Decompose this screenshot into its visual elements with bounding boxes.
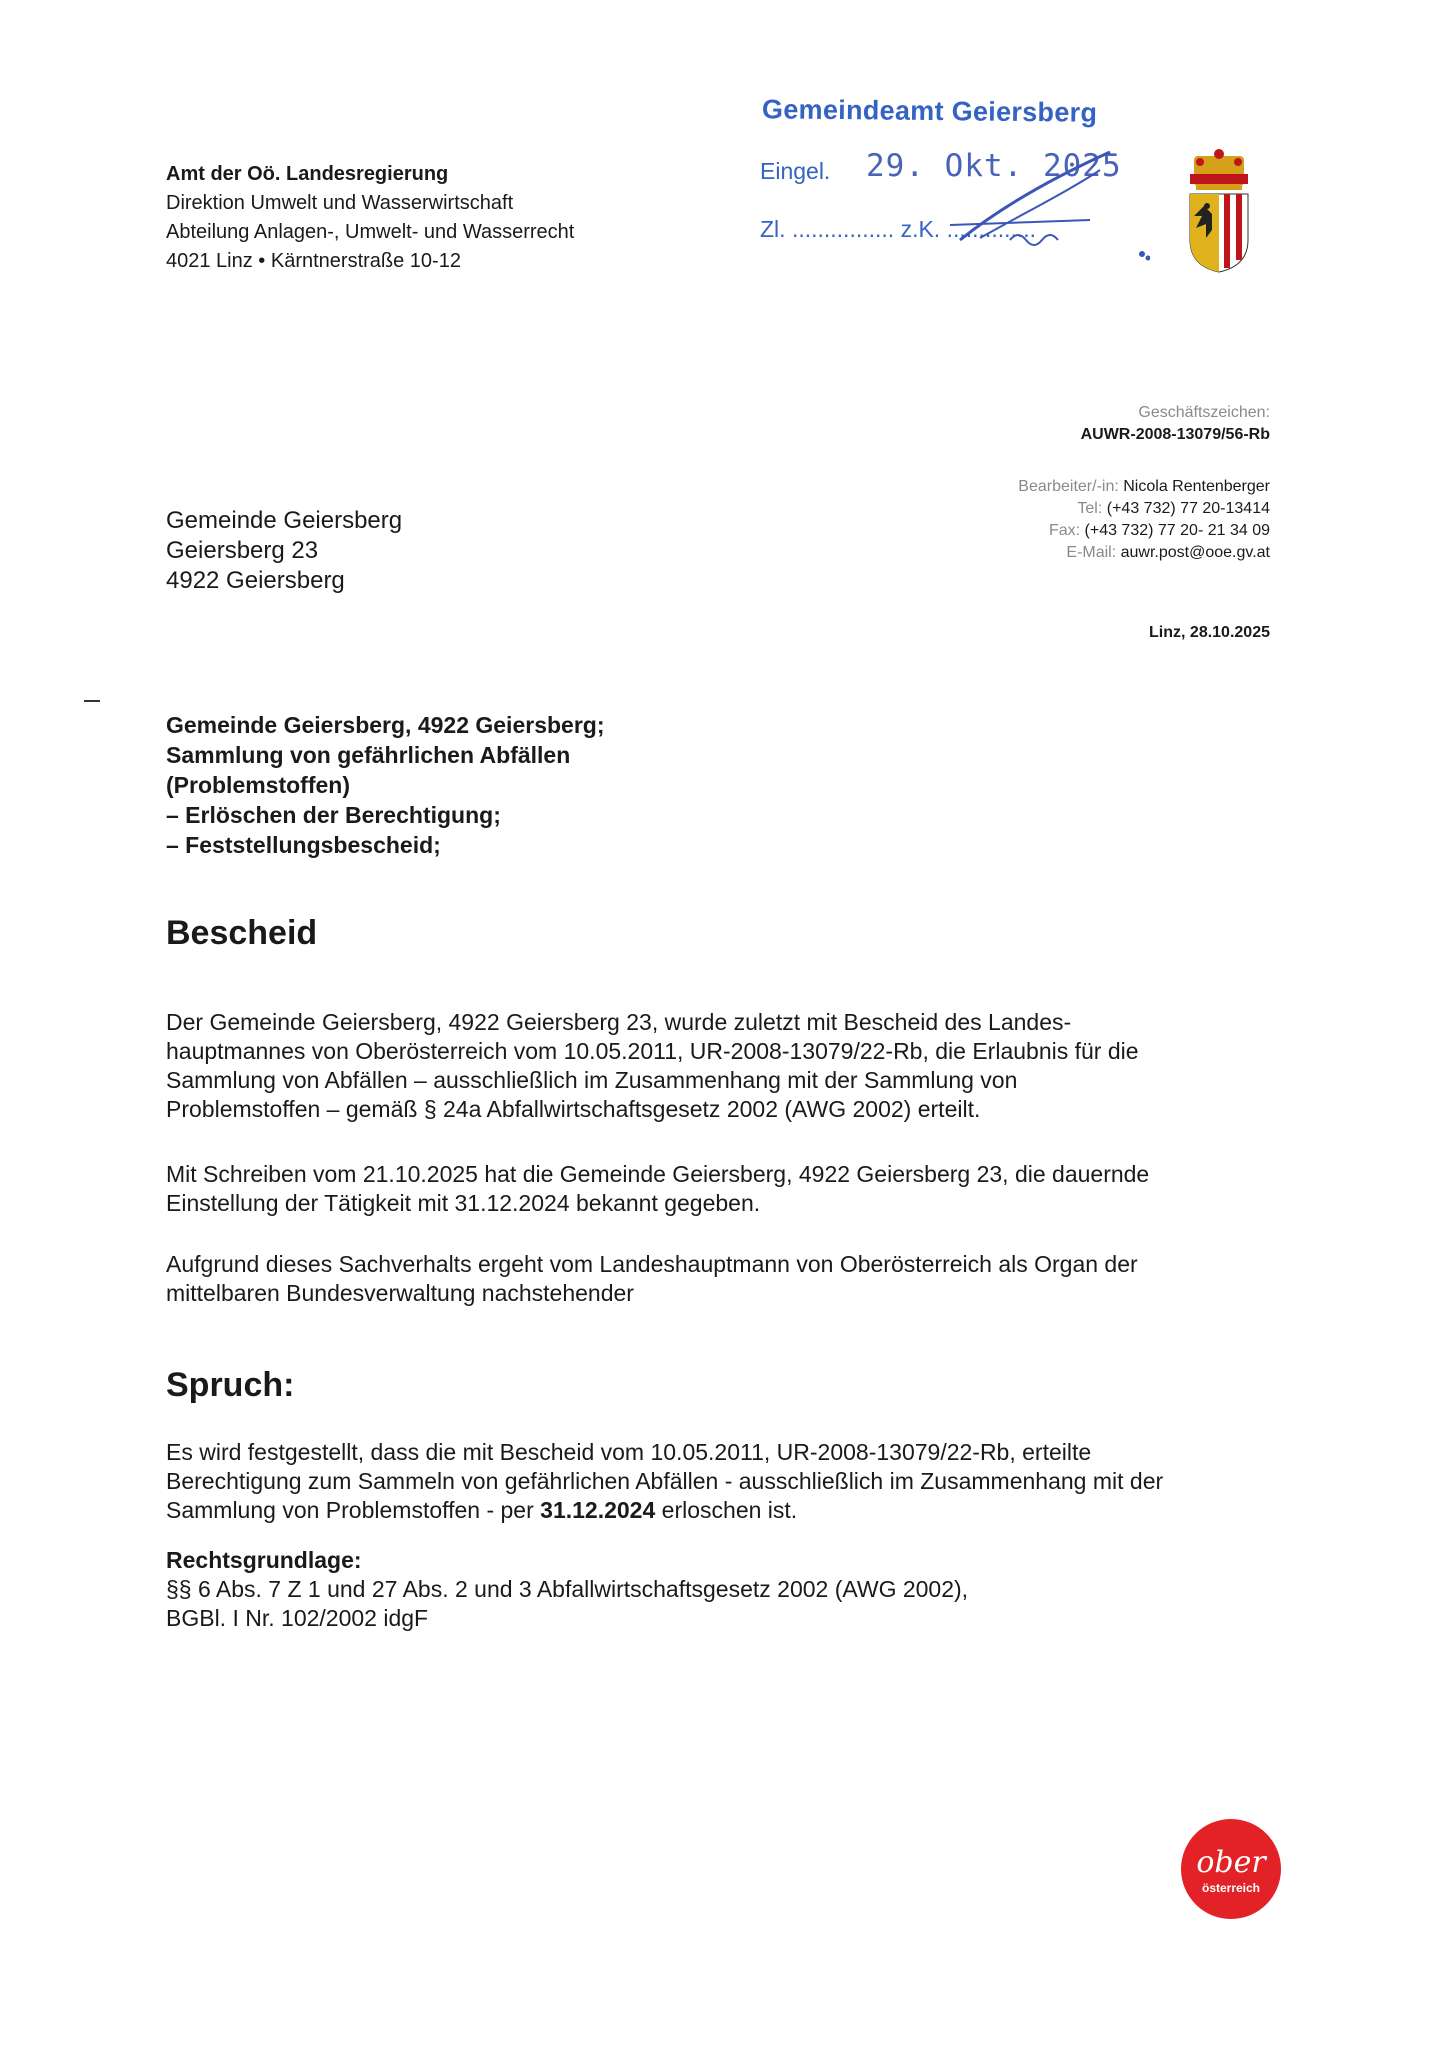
sender-org: Amt der Oö. Landesregierung [166,163,449,185]
paragraph-2 [166,1160,1276,1218]
subject-line: Gemeinde Geiersberg, 4922 Geiersberg; [166,712,605,738]
contact-fax [1018,520,1270,542]
contact-bearbeiter [1018,476,1270,498]
sender-line: Direktion Umwelt und Wasserwirtschaft [166,192,514,214]
contact-tel [1018,498,1270,520]
subject-block [166,710,604,860]
sender-block [166,160,574,276]
text-line: Mit Schreiben vom 21.10.2025 hat die Gemeinde Geiersberg, 4922 Geiersberg 23, die dauernde [166,1161,1150,1187]
sender-line: Abteilung Anlagen-, Umwelt- und Wasserrecht [166,221,575,243]
rechtsgrundlage-heading: Rechtsgrundlage: [166,1547,362,1573]
recipient-line: Gemeinde Geiersberg [166,507,403,534]
stamp-date: 29. Okt. 2025 [866,148,1122,184]
text-line: Es wird festgestellt, dass die mit Bescheid vom 10.05.2011, UR-2008-13079/22-Rb, erteilte [166,1439,1092,1465]
fold-mark [84,700,100,702]
text-line: Sammlung von Abfällen – ausschließlich im Zusammenhang mit der Sammlung von [166,1067,1018,1093]
text-line: Berechtigung zum Sammeln von gefährlichen Abfällen - ausschließlich im Zusammenhang mit der [166,1468,1164,1494]
text-fragment: erloschen ist. [655,1497,798,1523]
spruch-text [166,1438,1276,1525]
stamp-title: Gemeindeamt Geiersberg [761,94,1098,128]
reference-block [1081,402,1270,446]
subject-line: – Feststellungsbescheid; [166,832,441,858]
text-line: Der Gemeinde Geiersberg, 4922 Geiersberg 23, wurde zuletzt mit Bescheid des Landes- [166,1009,1072,1035]
text-line: mittelbaren Bundesverwaltung nachstehender [166,1280,634,1306]
logo-word1: ober [1196,1845,1266,1880]
email-label: E-Mail: [1066,544,1117,561]
bearbeiter-value: Nicola Rentenberger [1123,478,1270,495]
document-date: Linz, 28.10.2025 [1149,624,1270,641]
text-line: Einstellung der Tätigkeit mit 31.12.2024 bekannt gegeben. [166,1190,761,1216]
recipient-line: 4922 Geiersberg [166,567,345,594]
text-fragment: Sammlung von Problemstoffen - per [166,1497,541,1523]
heading-spruch: Spruch: [166,1366,295,1404]
paragraph-3 [166,1250,1276,1308]
bearbeiter-label: Bearbeiter/-in: [1018,478,1119,495]
recipient-address [166,506,402,596]
text-line: BGBl. I Nr. 102/2002 idgF [166,1605,429,1631]
contact-block [1018,476,1270,564]
subject-line: (Problemstoffen) [166,772,350,798]
contact-email [1018,542,1270,564]
subject-line: – Erlöschen der Berechtigung; [166,802,501,828]
stamp-zl-line: Zl. ................ z.K. .............. [760,216,1037,242]
coat-of-arms-icon [1186,148,1252,274]
rechtsgrundlage-block [166,1546,1276,1633]
text-line: Aufgrund dieses Sachverhalts ergeht vom Landeshauptmann von Oberösterreich als Organ der [166,1251,1138,1277]
heading-bescheid: Bescheid [166,914,318,952]
recipient-line: Geiersberg 23 [166,537,319,564]
incoming-stamp [750,90,1150,270]
subject-line: Sammlung von gefährlichen Abfällen [166,742,571,768]
paragraph-1 [166,1008,1276,1124]
reference-value: AUWR-2008-13079/56-Rb [1080,426,1270,443]
oberoesterreich-logo-icon [1178,1816,1284,1922]
tel-value: (+43 732) 77 20-13414 [1106,500,1270,517]
text-line: Problemstoffen – gemäß § 24a Abfallwirtschaftsgesetz 2002 (AWG 2002) erteilt. [166,1096,981,1122]
signature-stroke [750,90,1150,270]
text-line [166,1496,1276,1525]
text-line: hauptmannes von Oberösterreich vom 10.05.2011, UR-2008-13079/22-Rb, die Erlaubnis für die [166,1038,1139,1064]
tel-label: Tel: [1077,500,1103,517]
expiry-date: 31.12.2024 [540,1497,656,1523]
stamp-eingel-label: Eingel. [760,158,831,184]
fax-value: (+43 732) 77 20- 21 34 09 [1084,522,1270,539]
logo-word2: österreich [1201,1881,1261,1895]
email-value[interactable]: auwr.post@ooe.gv.at [1120,544,1270,561]
fax-label: Fax: [1048,522,1081,539]
reference-label: Geschäftszeichen: [1138,404,1270,421]
text-line: §§ 6 Abs. 7 Z 1 und 27 Abs. 2 und 3 Abfallwirtschaftsgesetz 2002 (AWG 2002), [166,1576,969,1602]
sender-line: 4021 Linz • Kärntnerstraße 10-12 [166,250,461,272]
